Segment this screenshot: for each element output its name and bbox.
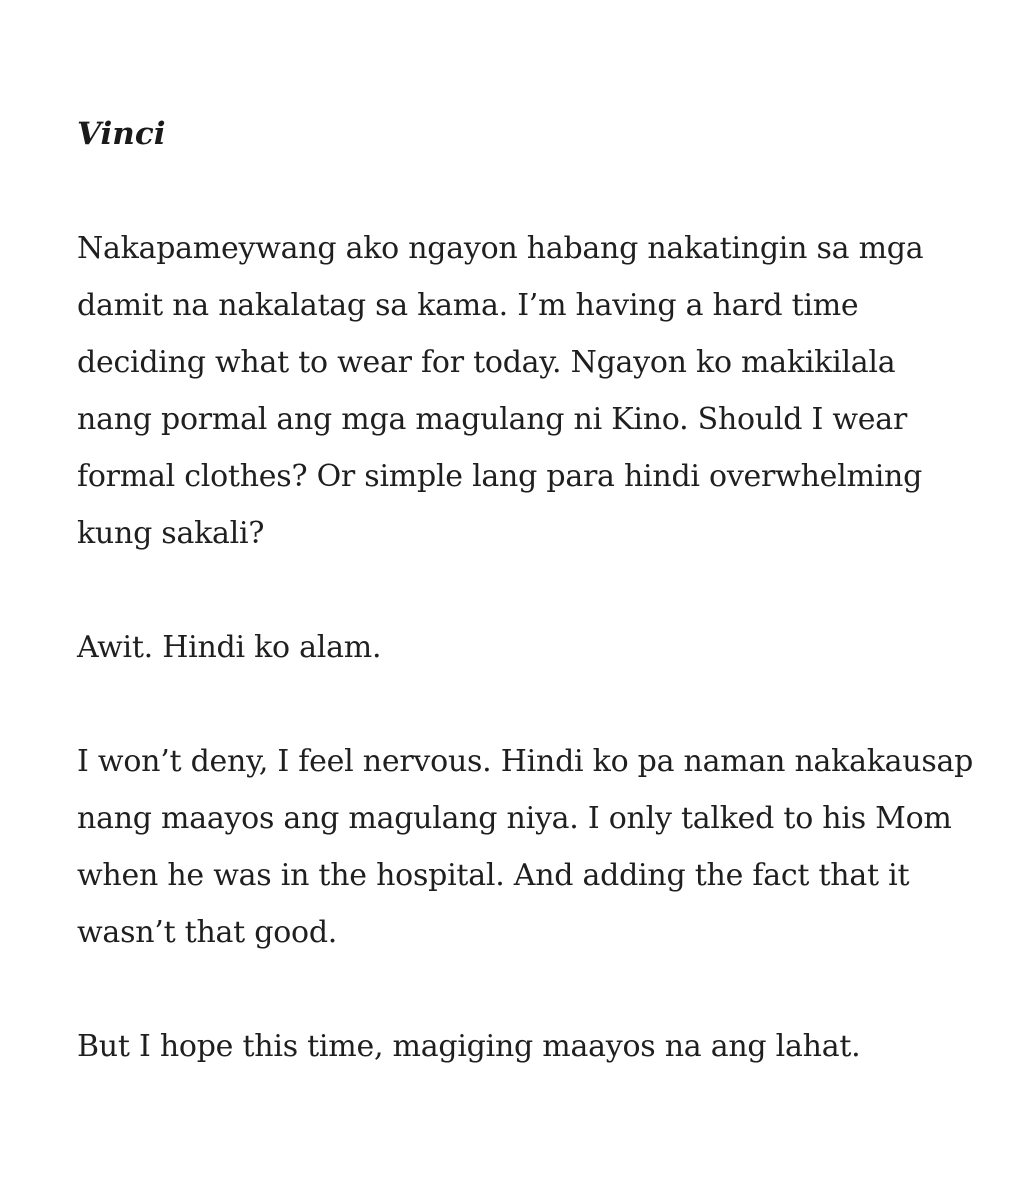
story-paragraph-1: Nakapameywang ako ngayon habang nakatingin sa mga damit na nakalatag sa kama. I’m having a hard time deciding what to wear for today. Ngayon ko makikilala nang pormal ang mga magulang ni Kino. Should I wear formal clothes? Or simple lang para hindi overwhelming kung sakali? xyxy=(77,231,924,551)
chapter-heading: Vinci xyxy=(77,116,166,152)
story-page xyxy=(77,106,977,1075)
story-paragraph-4: But I hope this time, magiging maayos na ang lahat. xyxy=(77,1029,861,1064)
story-paragraph-2: Awit. Hindi ko alam. xyxy=(77,630,382,665)
story-paragraph-3: I won’t deny, I feel nervous. Hindi ko pa naman nakakausap nang maayos ang magulang niya. I only talked to his Mom when he was in the hospital. And adding the fact that it wasn’t that good. xyxy=(77,744,974,950)
